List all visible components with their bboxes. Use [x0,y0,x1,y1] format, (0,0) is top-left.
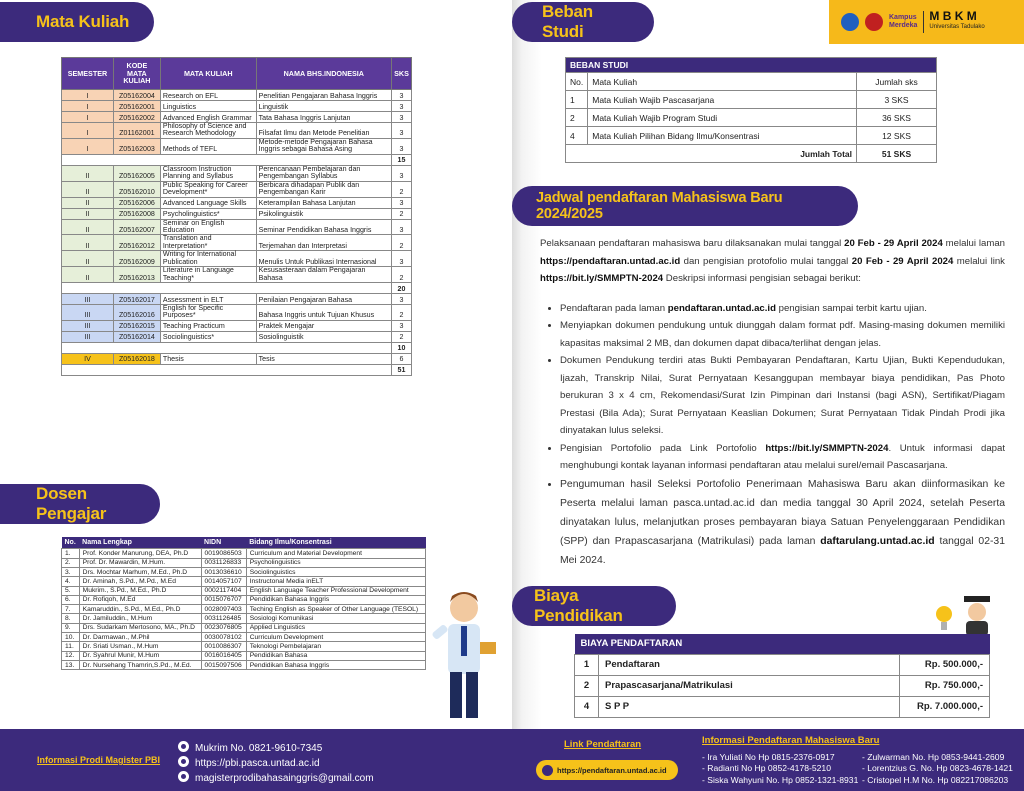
mbkm-logo: Kampus Merdeka M B K M Universitas Tadulako [829,0,1024,44]
mk-cell: Teaching Practicum [160,320,256,331]
dosen-cell: 0013036610 [201,567,246,576]
kode-cell: Z05162012 [113,235,160,251]
biaya-cell: Rp. 500.000,- [900,654,990,675]
globe-icon [178,756,189,767]
sks-cell: 3 [391,123,411,139]
dosen-cell: Pendidikan Bahasa Inggris [246,595,425,604]
beban-cell: 4 [566,127,588,145]
table-row [62,320,412,331]
mk-cell: Sociolinguistics* [160,331,256,342]
indo-cell: Bahasa Inggris untuk Tujuan Khusus [256,305,391,321]
table-row [62,101,412,112]
dosen-cell: English Language Teacher Professional Development [246,586,425,595]
indo-cell: Tata Bahasa Inggris Lanjutan [256,112,391,123]
table-row [62,267,412,283]
kode-cell: Z05162001 [113,101,160,112]
kode-cell: Z05162004 [113,90,160,101]
dosen-cell: Prof. Dr. Mawardin, M.Hum. [79,558,201,567]
table-row [62,577,426,586]
table-row [575,675,990,696]
biaya-cell: S P P [599,696,900,717]
dosen-cell: Dr. Syahrul Munir, M.Hum [79,651,201,660]
indo-cell: Sosiolinguistik [256,331,391,342]
table-row [62,614,426,623]
table-row [62,197,412,208]
dosen-cell: Dr. Jamiluddin., M.Hum [79,614,201,623]
bullet-1: • Pendaftaran pada laman pendaftaran.untad.ac.id pengisian sampai terbit kartu ujian. [560,300,1005,318]
mk-cell: Writing for International Publication [160,251,256,267]
sem-cell: I [62,90,114,101]
beban-cell: 3 SKS [857,91,937,109]
sem-cell: II [62,219,114,235]
indo-cell: Metode-metode Pengajaran Bahasa Inggris sebagai Bahasa Asing [256,138,391,154]
contact-list-1 [702,752,858,786]
sks-cell: 2 [391,331,411,342]
beban-cell: Mata Kuliah Wajib Pascasarjana [588,91,857,109]
table-row [62,294,412,305]
dosen-cell: Dr. Sriati Usman., M.Hum [79,642,201,651]
jadwal-heading: Jadwal pendaftaran Mahasiswa Baru 2024/2025 [512,186,858,226]
table-row [62,642,426,651]
beban-heading: Beban Studi [512,2,654,42]
table-row [62,219,412,235]
column-header: Bidang Ilmu/Konsentrasi [246,537,425,549]
dosen-cell: 7. [62,605,80,614]
dosen-cell: 10. [62,633,80,642]
dosen-cell: Pendidikan Bahasa Inggris [246,660,425,669]
indo-cell: Penilaian Pengajaran Bahasa [256,294,391,305]
dosen-cell: 0016016405 [201,651,246,660]
column-header: No. [62,537,80,549]
beban-cell: 2 [566,109,588,127]
column-header: Mata Kuliah [588,73,857,91]
indo-cell: Penelitian Pengajaran Bahasa Inggris [256,90,391,101]
kode-cell: Z05162018 [113,353,160,364]
phone-icon [178,741,189,752]
dosen-cell: Prof. Konder Manurung, DEA, Ph.D [79,549,201,558]
mk-cell: Literature in Language Teaching* [160,267,256,283]
table-row [62,651,426,660]
beban-cell: 12 SKS [857,127,937,145]
contact-list-2 [862,752,1013,786]
table-row [575,654,990,675]
dosen-cell: 0030078102 [201,633,246,642]
sks-cell: 2 [391,208,411,219]
indo-cell: Perencanaan Pembelajaran dan Pengembangan Syllabus [256,165,391,181]
indo-cell: Menulis Untuk Publikasi Internasional [256,251,391,267]
sem-cell: II [62,181,114,197]
table-row [62,549,426,558]
bullet-2: • Menyiapkan dokumen pendukung untuk diunggah dalam format pdf. Masing-masing dokumen memiliki kapasitas maksimal 2 MB, dan dokumen dapat dibaca/terlihat dengan jelas. [560,317,1005,352]
dosen-cell: Mukrim., S.Pd., M.Ed., Ph.D [79,586,201,595]
dosen-cell: 2. [62,558,80,567]
dosen-cell: 5. [62,586,80,595]
mk-cell: Linguistics [160,101,256,112]
mk-cell: Psycholinguistics* [160,208,256,219]
blank-cell [62,283,392,294]
table-row [566,109,937,127]
bullet-4: • Pengisian Portofolio pada Link Portofolio https://bit.ly/SMMPTN-2024. Untuk informasi dapat menghubungi kontak layanan informasi pendaftaran atau melalui surel/email Pascasarjana. [560,440,1005,475]
bullet-5: • Pengumuman hasil Seleksi Portofolio Penerimaan Mahasiswa Baru akan diinformasikan ke Peserta melalui laman pasca.untad.ac.id dan media tanggal 30 April 2024, setelah Peserta dinyatakan lulus, melanjutkan proses pembayaran biaya Satuan Penyelenggaraan Pendidikan (SPP) dan Prapascasarjana (Matrikulasi) pada laman daftarulang.untad.ac.id tanggal 02-31 Mei 2024. [560,475,1005,570]
subtotal-value: 20 [391,283,411,294]
beban-cell: 1 [566,91,588,109]
dosen-cell: 12. [62,651,80,660]
biaya-cell: Prapascasarjana/Matrikulasi [599,675,900,696]
sem-cell: III [62,320,114,331]
web-contact[interactable]: https://pbi.pasca.untad.ac.id [178,756,374,771]
dosen-cell: 8. [62,614,80,623]
blank-cell [62,154,392,165]
table-row [62,660,426,669]
sem-cell: III [62,305,114,321]
sks-cell: 2 [391,235,411,251]
sem-cell: II [62,197,114,208]
column-header: Jumlah sks [857,73,937,91]
indo-cell: Filsafat Ilmu dan Metode Penelitian [256,123,391,139]
biaya-table [574,634,990,718]
dosen-cell: Curriculum and Material Development [246,549,425,558]
mk-cell: English for Specific Purposes* [160,305,256,321]
column-header: NAMA BHS.INDONESIA [256,58,391,90]
kode-cell: Z05162002 [113,112,160,123]
kode-cell: Z05162016 [113,305,160,321]
table-title-row [575,634,990,654]
table-row [62,90,412,101]
sem-cell: II [62,251,114,267]
dosen-cell: 0002117404 [201,586,246,595]
contact-line: - Lorentzius G. No. Hp 0823-4678-1421 [862,763,1013,774]
sks-cell: 2 [391,267,411,283]
dosen-cell: 0015076707 [201,595,246,604]
column-header: NIDN [201,537,246,549]
biaya-cell: 1 [575,654,599,675]
pendaftaran-link-button[interactable]: https://pendaftaran.untad.ac.id [536,760,678,780]
dosen-cell: Sosiologi Komunikasi [246,614,425,623]
table-row [62,586,426,595]
dosen-heading: Dosen Pengajar [0,484,160,524]
table-row [62,208,412,219]
contact-line: - Ira Yuliati No Hp 0815-2376-0917 [702,752,835,762]
dosen-cell: 13. [62,660,80,669]
column-header: Nama Lengkap [79,537,201,549]
prodi-info-link[interactable]: Informasi Prodi Magister PBI [37,755,161,765]
table-row [566,127,937,145]
indo-cell: Keterampilan Bahasa Lanjutan [256,197,391,208]
dosen-cell: Dr. Aminah, S.Pd., M.Pd., M.Ed [79,577,201,586]
dosen-cell: 4. [62,577,80,586]
beban-cell: 36 SKS [857,109,937,127]
sem-cell: II [62,267,114,283]
email-icon [178,771,189,782]
table-row [62,305,412,321]
dosen-cell: Dr. Darmawan., M.Phil [79,633,201,642]
mk-cell: Translation and Interpretation* [160,235,256,251]
sem-cell: I [62,112,114,123]
sem-cell: III [62,294,114,305]
sks-cell: 3 [391,90,411,101]
dosen-cell: Applied Linguistics [246,623,425,632]
graduate-illustration [930,590,1000,636]
biaya-cell: 4 [575,696,599,717]
indo-cell: Berbicara dihadapan Publik dan Pengembangan Karir [256,181,391,197]
table-row [62,353,412,364]
contact-line: - Cristopel H.M No. Hp 082217086203 [862,774,1009,785]
column-header: KODE MATA KULIAH [113,58,160,90]
sks-cell: 3 [391,219,411,235]
kode-cell: Z05162008 [113,208,160,219]
table-row [62,181,412,197]
sks-cell: 3 [391,112,411,123]
beban-cell: Mata Kuliah Pilihan Bidang Ilmu/Konsentrasi [588,127,857,145]
sks-cell: 3 [391,251,411,267]
contact-line: - Zulwarman No. Hp 0853-9441-2609 [862,752,1005,762]
subtotal-row [62,154,412,165]
mk-cell: Advanced English Grammar [160,112,256,123]
table-row [62,112,412,123]
dosen-cell: Teknologi Pembelajaran [246,642,425,651]
contact-line: - Siska Wahyuni No. Hp 0852-1321-8931 [702,774,859,785]
dosen-cell: Drs. Sudarkam Mertosono, MA., Ph.D [79,623,201,632]
subtotal-value: 10 [391,342,411,353]
column-header: SKS [391,58,411,90]
column-header: MATA KULIAH [160,58,256,90]
mata-kuliah-heading: Mata Kuliah [0,2,154,42]
untad-icon [865,13,883,31]
indo-cell: Psikolinguistik [256,208,391,219]
dosen-cell: Curriculum Development [246,633,425,642]
table-row [62,123,412,139]
dosen-cell: 0028097403 [201,605,246,614]
info-pendaftaran-title: Informasi Pendaftaran Mahasiswa Baru [702,735,880,746]
biaya-cell: Rp. 750.000,- [900,675,990,696]
blank-cell [62,364,392,375]
table-row [62,595,426,604]
beban-studi-table [565,57,937,163]
subtotal-value: 51 [391,364,411,375]
dosen-cell: 0015097506 [201,660,246,669]
subtotal-row [62,283,412,294]
bullet-3: • Dokumen Pendukung terdiri atas Bukti Pembayaran Pendaftaran, Kartu Ujian, Bukti Kependudukan, Ijazah, Transkrip Nilai, Surat Pernyataan Kesanggupan membayar biaya pendidikan, Pas Photo berukuran 3 x 4 cm, Rekomendasi/Surat Izin Pimpinan dari Instansi (bagi ASN), Sertifikat/Piagam Prestasi (Bila Ada); Surat Pernyataan Keaslian Dokumen; Surat Pernyataan Tidak Pindah Prodi jika dinyatakan lulus seleksi. [560,352,1005,440]
table-title: BIAYA PENDAFTARAN [575,634,990,654]
dosen-cell: Kamaruddin., S.Pd., M.Ed., Ph.D [79,605,201,614]
kode-cell: Z05162005 [113,165,160,181]
sem-cell: I [62,101,114,112]
column-header: SEMESTER [62,58,114,90]
table-row [62,567,426,576]
dosen-cell: 0019086503 [201,549,246,558]
contact-line: - Radianti No Hp 0852-4178-5210 [702,763,831,774]
table-row [62,235,412,251]
mata-kuliah-table [61,57,412,376]
email-contact[interactable]: magisterprodibahasainggris@gmail.com [178,771,374,786]
total-label: Jumlah Total [566,145,857,163]
dosen-cell: 0010086307 [201,642,246,651]
dosen-cell: Dr. Nursehang Thamrin,S.Pd., M.Ed. [79,660,201,669]
dosen-cell: Teching English as Speaker of Other Language (TESOL) [246,605,425,614]
mk-cell: Research on EFL [160,90,256,101]
sks-cell: 3 [391,165,411,181]
mk-cell: Assessment in ELT [160,294,256,305]
kode-cell: Z05162007 [113,219,160,235]
total-value: 51 SKS [857,145,937,163]
sks-cell: 2 [391,181,411,197]
dosen-cell: Instructonal Media inELT [246,577,425,586]
sks-cell: 3 [391,197,411,208]
dosen-cell: Pendidikan Bahasa [246,651,425,660]
dosen-cell: Drs. Mochtar Marhum, M.Ed., Ph.D [79,567,201,576]
sks-cell: 3 [391,101,411,112]
dosen-cell: 9. [62,623,80,632]
sem-cell: IV [62,353,114,364]
right-footer [512,729,1024,791]
indo-cell: Linguistik [256,101,391,112]
dosen-cell: Sociolinguistics [246,567,425,576]
mk-cell: Philosophy of Science and Research Methodology [160,123,256,139]
sem-cell: I [62,123,114,139]
mk-cell: Classroom Instruction Planning and Syllabus [160,165,256,181]
indo-cell: Kesusasteraan dalam Pengajaran Bahasa [256,267,391,283]
kode-cell: Z05162017 [113,294,160,305]
table-row [62,165,412,181]
kode-cell: Z05162014 [113,331,160,342]
kode-cell: Z05162013 [113,267,160,283]
sks-cell: 3 [391,294,411,305]
sks-cell: 3 [391,138,411,154]
tut-wuri-icon [841,13,859,31]
dosen-cell: Dr. Rofiqoh, M.Ed [79,595,201,604]
beban-cell: Mata Kuliah Wajib Program Studi [588,109,857,127]
biaya-heading: Biaya Pendidikan [512,586,676,626]
dosen-cell: 11. [62,642,80,651]
mk-cell: Methods of TEFL [160,138,256,154]
sem-cell: II [62,165,114,181]
jadwal-text: Pelaksanaan pendaftaran mahasiswa baru dilaksanakan mulai tanggal 20 Feb - 29 April 2024 melalui laman https://pendaftaran.untad.ac.id dan pengisian protofolio mulai tanggal 20 Feb - 29 April 2024 melalui link https://bit.ly/SMMPTN-2024 Deskripsi informasi pengisian sebagai berikut: • Pendaftaran pada laman pendaftaran.untad.ac.id pengisian sampai terbit kartu ujian. • Menyiapkan dokumen pendukung untuk diunggah dalam format pdf. Masing-masing dokumen memiliki kapasitas maksimal 2 MB, dan dokumen dapat dibaca/terlihat dengan jelas. • Dokumen Pendukung terdiri atas Bukti Pembayaran Pendaftaran, Kartu Ujian, Bukti Kependudukan, Ijazah, Transkrip Nilai, Surat Pernyataan Kesanggupan membayar biaya pendidikan, Pas Photo berukuran 3 x 4 cm, Rekomendasi/Surat Izin Pimpinan dari Instansi (bagi ASN), Sertifikat/Piagam Prestasi (Bila Ada); Surat Pernyataan Keaslian Dokumen; Surat Pernyataan Tidak Pindah Prodi jika dinyatakan lulus seleksi. • Pengisian Portofolio pada Link Portofolio https://bit.ly/SMMPTN-2024. Untuk informasi dapat menghubungi kontak layanan informasi pendaftaran atau melalui surel/email Pascasarjana. • Pengumuman hasil Seleksi Portofolio Penerimaan Mahasiswa Baru akan diinformasikan ke Peserta melalui laman pasca.untad.ac.id dan media tanggal 30 April 2024, setelah Peserta dinyatakan lulus, melanjutkan proses pembayaran biaya Satuan Penyelenggaraan Pendidikan (SPP) dan Prapascasarjana (Matrikulasi) pada laman daftarulang.untad.ac.id tanggal 02-31 Mei 2024. [540,235,1005,570]
biaya-cell: Pendaftaran [599,654,900,675]
mk-cell: Public Speaking for Career Development* [160,181,256,197]
globe-icon [542,765,553,776]
indo-cell: Tesis [256,353,391,364]
table-row [62,623,426,632]
indo-cell: Praktek Mengajar [256,320,391,331]
sem-cell: II [62,235,114,251]
dosen-cell: Psycholinguistics [246,558,425,567]
subtotal-row [62,364,412,375]
phone-contact: Mukrim No. 0821-9610-7345 [178,741,374,756]
sks-cell: 6 [391,353,411,364]
sem-cell: I [62,138,114,154]
kode-cell: Z05162015 [113,320,160,331]
subtotal-row [62,342,412,353]
biaya-cell: 2 [575,675,599,696]
kode-cell: Z05162009 [113,251,160,267]
sks-cell: 3 [391,320,411,331]
dosen-cell: 0031126833 [201,558,246,567]
mk-cell: Seminar on English Education [160,219,256,235]
table-title: BEBAN STUDI [566,58,937,73]
mk-cell: Thesis [160,353,256,364]
indo-cell: Terjemahan dan Interpretasi [256,235,391,251]
total-row [566,145,937,163]
table-row [62,138,412,154]
kode-cell: Z05162003 [113,138,160,154]
dosen-table [61,537,426,670]
sem-cell: II [62,208,114,219]
blank-cell [62,342,392,353]
table-row [62,558,426,567]
column-header: No. [566,73,588,91]
kode-cell: Z05162006 [113,197,160,208]
kode-cell: Z01162001 [113,123,160,139]
sem-cell: III [62,331,114,342]
sks-cell: 2 [391,305,411,321]
mk-cell: Advanced Language Skills [160,197,256,208]
subtotal-value: 15 [391,154,411,165]
table-row [62,633,426,642]
header-row [566,73,937,91]
table-row [62,331,412,342]
indo-cell: Seminar Pendidikan Bahasa Inggris [256,219,391,235]
table-title-row [566,58,937,73]
dosen-cell: 3. [62,567,80,576]
table-row [575,696,990,717]
kode-cell: Z05162010 [113,181,160,197]
right-page [512,0,1024,791]
dosen-cell: 0023076805 [201,623,246,632]
link-pendaftaran-title: Link Pendaftaran [564,739,642,750]
dosen-cell: 0014057107 [201,577,246,586]
dosen-cell: 6. [62,595,80,604]
left-footer [0,729,512,791]
table-row [566,91,937,109]
table-row [62,251,412,267]
biaya-cell: Rp. 7.000.000,- [900,696,990,717]
dosen-cell: 0031126485 [201,614,246,623]
teacher-illustration [428,586,500,726]
table-row [62,605,426,614]
dosen-cell: 1. [62,549,80,558]
